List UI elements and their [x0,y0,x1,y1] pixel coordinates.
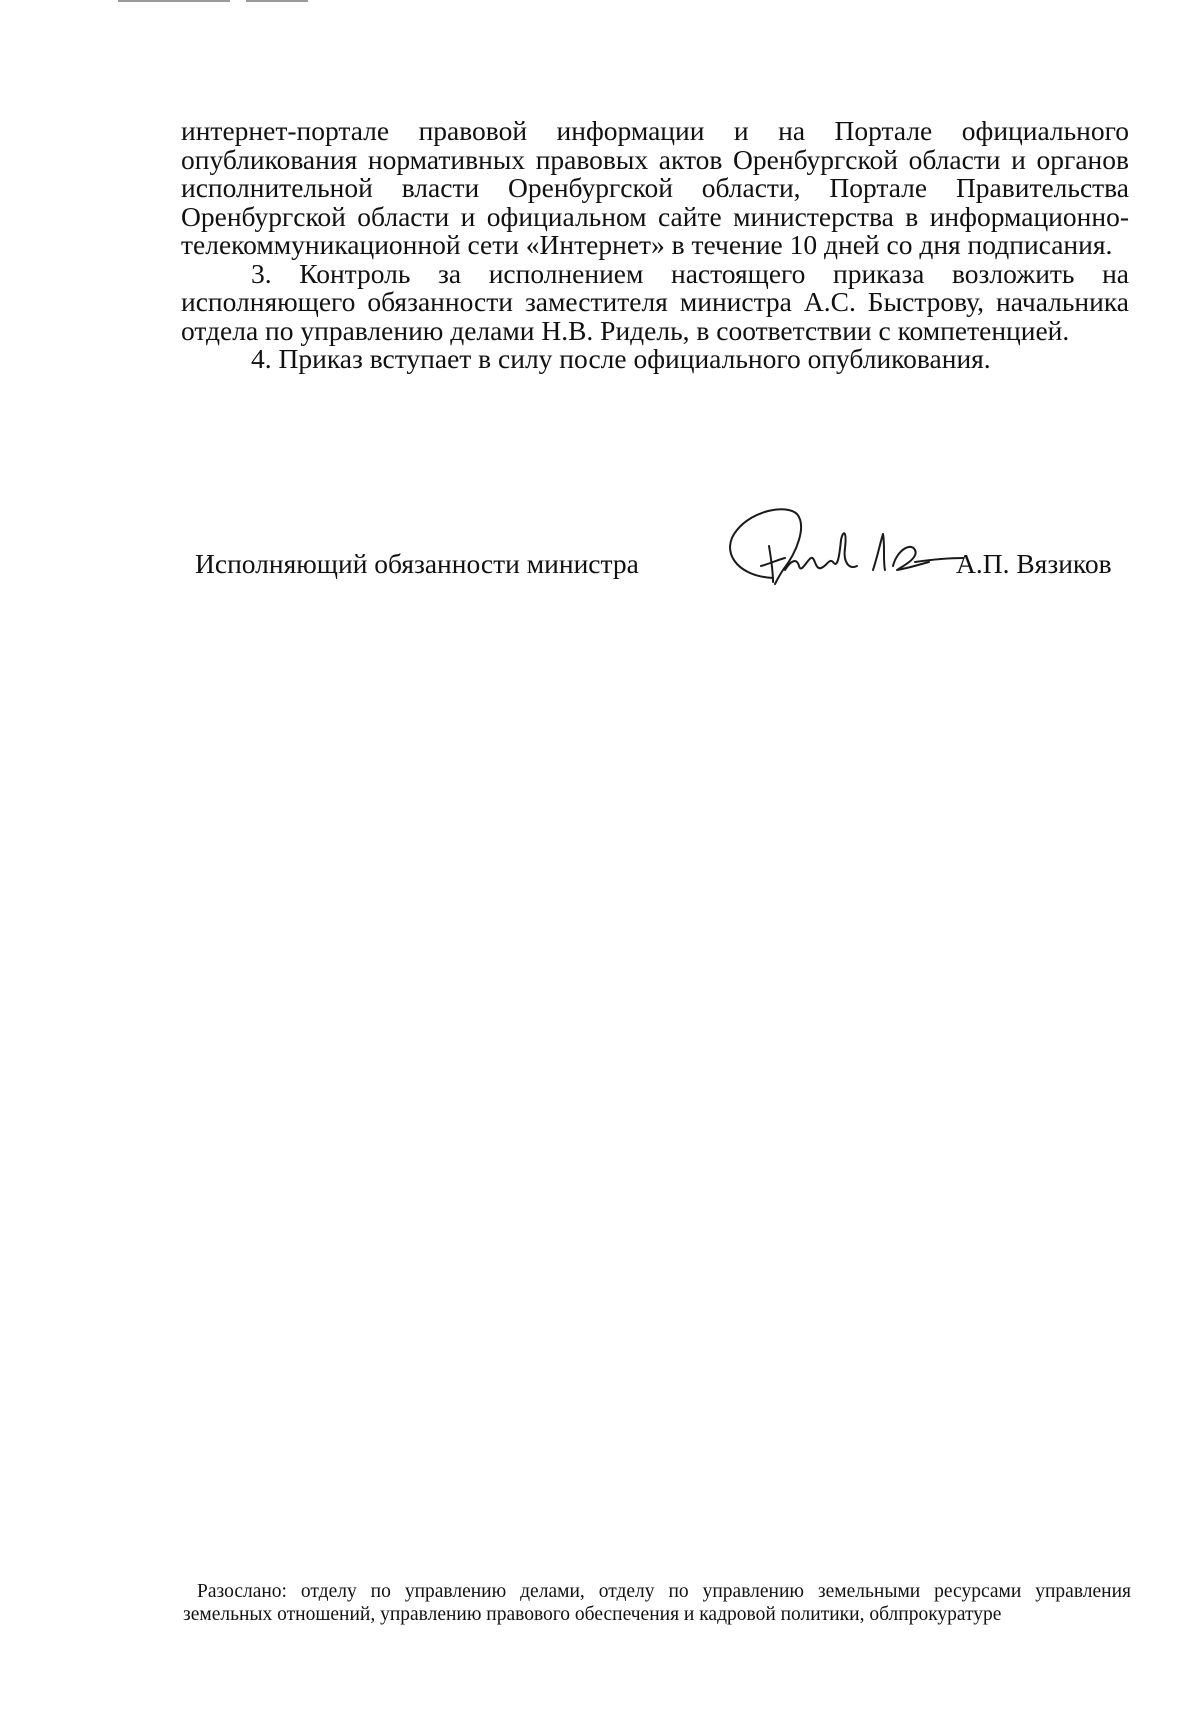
distribution-list [183,1580,1131,1626]
signatory-position: Исполняющий обязанности министра [195,548,639,579]
signatory-name: А.П. Вязиков [956,548,1112,579]
signature-block [0,0,1200,620]
paragraph-effective-date: 4. Приказ вступает в силу после официального опубликования. [251,343,991,374]
paragraph-control: 3. Контроль за исполнением настоящего приказа возложить на исполняющего обязанности заместителя министра А.С. Быстрову, начальника отдела по управлению делами Н.В. Ридель, в соответствии с компетенцией. [181,257,1129,346]
distribution-text: Разослано: отделу по управлению делами, отделу по управлению земельными ресурсами управления земельных отношений, управлению правового обеспечения и кадровой политики, облпрокуратуре [183,1581,1131,1625]
handwritten-signature [715,500,965,590]
paragraph-publication: интернет-портале правовой информации и на Портале официального опубликования нормативных правовых актов Оренбургской области и органов исполнительной власти Оренбургской области, Портале Правительства Оренбургской области и официальном сайте министерства в информационно-телекоммуникационной сети «Интернет» в течение 10 дней со дня подписания. [181,115,1129,260]
